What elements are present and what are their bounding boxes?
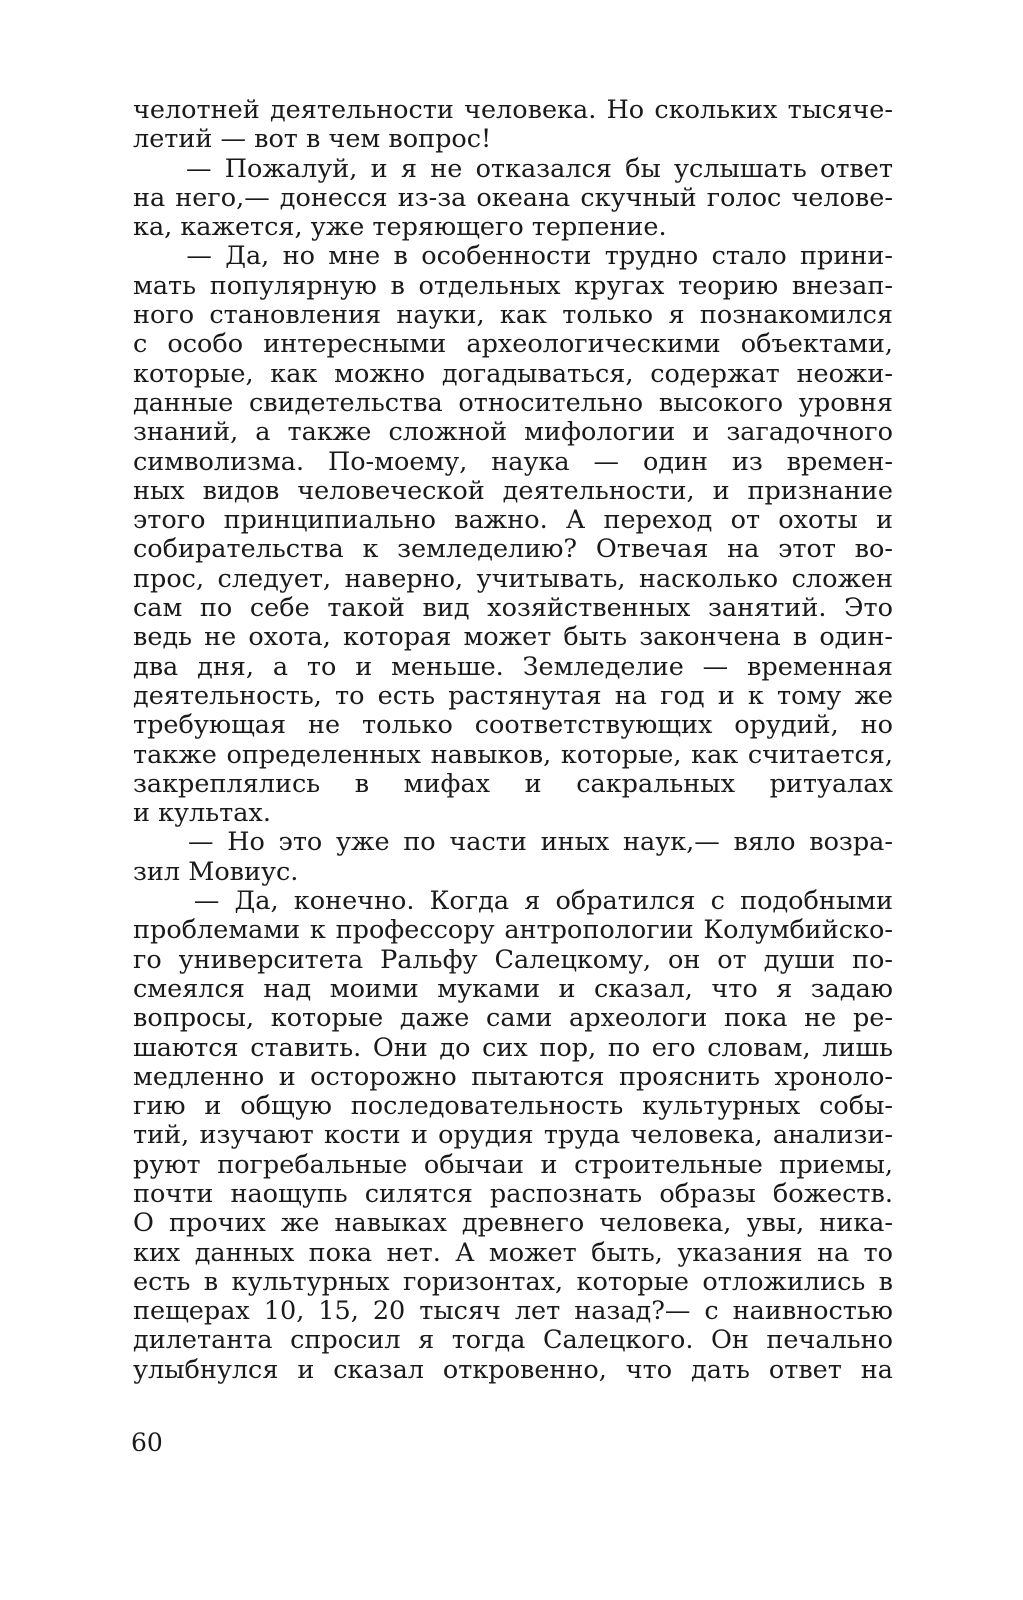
text-line: проблемами к профессору антропологии Колумбийско- [133,916,893,946]
text-line: ка, кажется, уже теряющего терпение. [133,213,667,243]
text-line: на него,— донесся из-за океана скучный голос челове- [133,183,893,213]
text-line: этого принципиально важно. А переход от охоты и [133,506,893,536]
text-line: го университета Ральфу Салецкому, он от души по- [133,945,893,975]
body-text [133,96,893,1385]
text-line: с особо интересными археологическими объектами, [133,330,893,360]
text-line: есть в культурных горизонтах, которые отложились в [133,1267,893,1297]
text-line: два дня, а то и меньше. Земледелие — временная [133,652,893,682]
text-line: пещерах 10, 15, 20 тысяч лет назад?— с наивностью [133,1297,893,1327]
text-line: тий, изучают кости и орудия труда человека, анализи- [133,1121,893,1151]
text-line: — Но это уже по части иных наук,— вяло возра- [133,828,893,858]
text-line: — Да, но мне в особенности трудно стало прини- [133,242,893,272]
text-line: данные свидетельства относительно высокого уровня [133,388,893,418]
text-line: — Пожалуй, и я не отказался бы услышать ответ [133,154,893,184]
text-line: собирательства к земледелию? Отвечая на этот во- [133,535,893,565]
text-line: гию и общую последовательность культурных собы- [133,1092,893,1122]
text-line: шаются ставить. Они до сих пор, по его словам, лишь [133,1033,893,1063]
text-line: деятельность, то есть растянутая на год и к тому же [133,681,893,711]
text-line: ведь не охота, которая может быть закончена в один- [133,623,893,653]
text-line: вопросы, которые даже сами археологи пока не ре- [133,1004,893,1034]
text-line: также определенных навыков, которые, как считается, [133,740,893,770]
page-number: 60 [131,1428,163,1457]
text-line: требующая не только соответствующих орудий, но [133,711,893,741]
text-line: ного становления науки, как только я познакомился [133,301,893,331]
text-line: знаний, а также сложной мифологии и загадочного [133,418,893,448]
text-line: челотней деятельности человека. Но скольких тысяче- [133,96,893,125]
text-line: медленно и осторожно пытаются прояснить хроноло- [133,1062,893,1092]
text-line: прос, следует, наверно, учитывать, насколько сложен [133,564,893,594]
text-line: ких данных пока нет. А может быть, указания на то [133,1238,893,1268]
text-line: которые, как можно догадываться, содержат неожи- [133,359,893,389]
text-line: символизма. По-моему, наука — один из времен- [133,447,893,477]
text-line: улыбнулся и сказал откровенно, что дать ответ на [133,1355,893,1385]
text-line: дилетанта спросил я тогда Салецкого. Он печально [133,1326,893,1356]
text-line: сам по себе такой вид хозяйственных занятий. Это [133,594,893,624]
text-line: ных видов человеческой деятельности, и признание [133,476,893,506]
text-line: смеялся над моими муками и сказал, что я задаю [133,974,893,1004]
text-line: руют погребальные обычаи и строительные приемы, [133,1150,893,1180]
text-line: — Да, конечно. Когда я обратился с подобными [133,887,893,917]
text-line: и культах. [133,799,271,829]
text-line: закреплялись в мифах и сакральных ритуалах [133,769,893,799]
text-line: зил Мовиус. [133,857,299,887]
text-line: О прочих же навыках древнего человека, увы, ника- [133,1209,893,1239]
text-line: летий — вот в чем вопрос! [133,125,492,155]
text-line: почти наощупь силятся распознать образы божеств. [133,1179,893,1209]
text-line: мать популярную в отдельных кругах теорию внезап- [133,271,893,301]
